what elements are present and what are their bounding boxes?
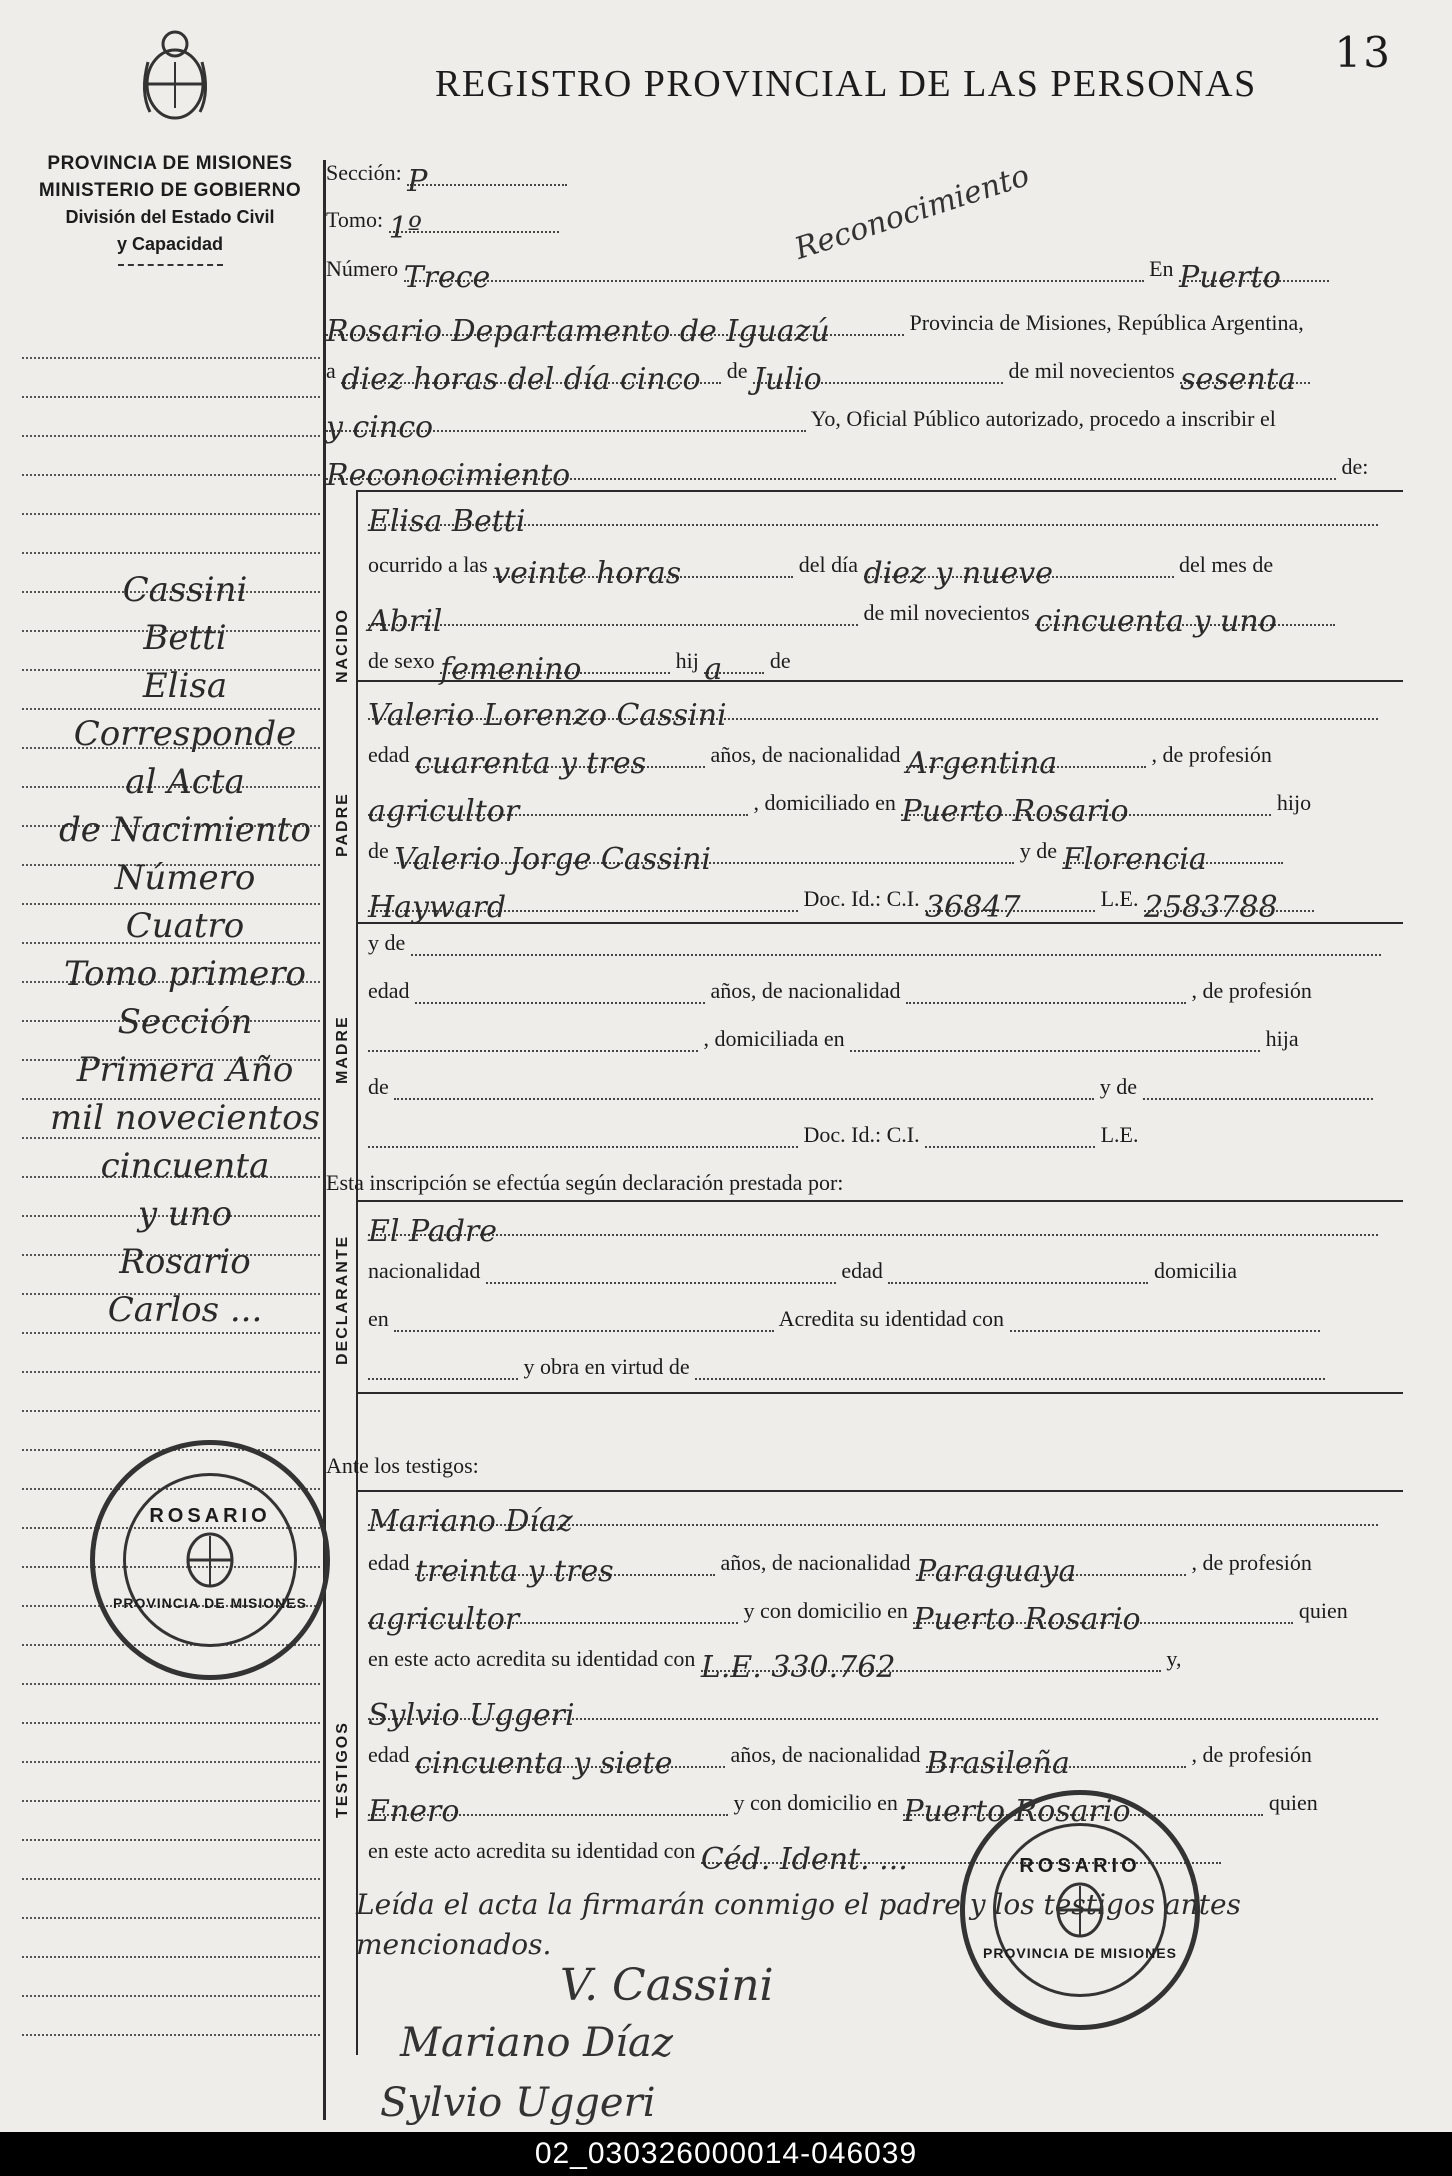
ocurrido-label: ocurrido a las: [368, 552, 488, 577]
madre-label: MADRE: [334, 1015, 351, 1085]
sexo-label: de sexo: [368, 648, 435, 673]
mil-text: de mil novecientos: [1008, 358, 1175, 383]
mes-label: del mes de: [1179, 552, 1274, 577]
margin-note: Sección: [117, 1002, 253, 1042]
certificate-frame: [323, 160, 1403, 2120]
margin-ruled-line: [22, 1412, 320, 1451]
testigo-1-nacionalidad: Paraguaya: [916, 1554, 1186, 1576]
testigos-label: TESTIGOS: [334, 1721, 351, 1819]
margin-ruled-line: [22, 320, 320, 359]
national-emblem-icon: [130, 22, 220, 132]
madre-yde2-label: y de: [1099, 1074, 1138, 1099]
official-seal-left: [90, 1440, 330, 1680]
padre-name-row: [368, 694, 1378, 733]
ministry-line-3: División del Estado Civil: [65, 207, 275, 227]
lugar-value: Rosario Departamento de Iguazú: [326, 314, 904, 336]
section-divider: [356, 1200, 1403, 1202]
seccion-row: [326, 160, 567, 199]
testigo-2-profesion: Enero: [368, 1794, 728, 1816]
margin-note: de Nacimiento: [59, 810, 311, 850]
official-seal-right: [960, 1790, 1200, 2030]
padre-doc-row: [368, 886, 1314, 925]
le-label: L.E.: [1100, 886, 1139, 911]
de-nacido-label: de: [769, 648, 791, 673]
de-label: de: [726, 358, 748, 383]
testigo-2-edad: cincuenta y siete: [415, 1746, 725, 1768]
madre-domicilio: [850, 1030, 1260, 1052]
madre-de-label: de: [368, 1074, 389, 1099]
padre-parent-1: Valerio Jorge Cassini: [394, 842, 1014, 864]
ocurrido-row: [368, 552, 1274, 591]
sexo-value: femenino: [440, 652, 670, 674]
ministry-line-4: y Capacidad: [116, 234, 224, 254]
declarante-edad-label: edad: [841, 1258, 883, 1283]
madre-dom-label: , domiciliada en: [703, 1026, 845, 1051]
madre-nacionalidad: [906, 982, 1186, 1004]
declarante-en-row: [368, 1306, 1320, 1332]
numero-label: Número: [326, 256, 399, 281]
padre-domicilio: Puerto Rosario: [901, 794, 1271, 816]
testigo-2-edad-row: [368, 1742, 1312, 1781]
section-divider: [356, 490, 1403, 492]
padre-dom-row: [368, 790, 1312, 829]
padre-edad-row: [368, 742, 1272, 781]
padre-le: 2583788: [1144, 890, 1314, 912]
margin-note: y uno: [137, 1194, 233, 1234]
padre-padres-row: [368, 838, 1283, 877]
lugar-row: [326, 310, 1304, 349]
padre-nacionalidad: Argentina: [906, 746, 1146, 768]
hij-value: a: [704, 652, 764, 674]
padre-ci: 36847: [925, 890, 1095, 912]
madre-yde-label: y de: [368, 930, 406, 955]
en-value: Puerto: [1179, 260, 1329, 282]
tomo-row: [326, 207, 559, 246]
testigo-2-name-row: [368, 1694, 1378, 1733]
ano-value: sesenta: [1180, 362, 1310, 384]
madre-extra: [368, 1126, 798, 1148]
madre-padres-row: [368, 1074, 1373, 1100]
ministry-rule: [118, 264, 223, 266]
fecha-row: [326, 358, 1310, 397]
seccion-label: Sección:: [326, 160, 402, 185]
closing-line-2: mencionados.: [356, 1928, 552, 1961]
ano-nacido-row: [368, 600, 1335, 639]
margin-note: Primera Año: [76, 1050, 294, 1090]
margin-ruled-line: [22, 1334, 320, 1373]
section-divider: [356, 1490, 1403, 1492]
margin-ruled-line: [22, 1880, 320, 1919]
declarante-label: DECLARANTE: [334, 1234, 351, 1366]
stamp-annotation: Reconocimiento: [790, 158, 1034, 267]
t2-edad-label: edad: [368, 1742, 410, 1767]
hij-label: hij: [675, 648, 699, 673]
declarante-doc: [1010, 1310, 1320, 1332]
madre-edad: [415, 982, 705, 1004]
ministry-header: [20, 150, 320, 266]
doc-label: Doc. Id.: C.I.: [803, 886, 920, 911]
declarante-value: El Padre: [368, 1214, 1378, 1236]
madre-edad-label: edad: [368, 978, 410, 1003]
madre-yde-row: [368, 930, 1381, 956]
t1-dom-label: y con domicilio en: [743, 1598, 908, 1623]
testigo-1-profesion: agricultor: [368, 1602, 738, 1624]
ante-text: Ante los testigos:: [326, 1453, 479, 1478]
madre-dom-row: [368, 1026, 1299, 1052]
testigo-1-name: Mariano Díaz: [368, 1504, 1378, 1526]
madre-prof-label: , de profesión: [1191, 978, 1312, 1003]
testigo-2-doc: Céd. Ident. ...: [701, 1842, 1221, 1864]
hijo-label: hijo: [1276, 790, 1312, 815]
madre-name: [411, 934, 1381, 956]
ano-nacido-value: cincuenta y uno: [1035, 604, 1335, 626]
margin-note: Cuatro: [125, 906, 245, 946]
oficial-text: Yo, Oficial Público autorizado, procedo a inscribir el: [810, 406, 1276, 431]
margin-ruled-line: [22, 1919, 320, 1958]
section-divider: [356, 922, 1403, 924]
nacido-name: Elisa Betti: [368, 504, 1378, 526]
margin-note: Tomo primero: [63, 954, 306, 994]
closing-line-1: Leída el acta la firmarán conmigo el padre y los testigos antes: [356, 1888, 1241, 1921]
margin-note: Corresponde: [73, 714, 297, 754]
declarante-nac: [486, 1262, 836, 1284]
t2-anos-label: años, de nacionalidad: [730, 1742, 921, 1767]
seal-top-text: ROSARIO: [1019, 1855, 1141, 1877]
ano2-value: y cinco: [326, 410, 806, 432]
seal-bottom-text: PROVINCIA DE MISIONES: [113, 1595, 307, 1611]
document-id-footer: 02_030326000014-046039: [0, 2132, 1452, 2176]
de-label: de: [368, 838, 389, 863]
margin-ruled-line: [22, 398, 320, 437]
padre-edad: cuarenta y tres: [415, 746, 705, 768]
mes-value: Julio: [753, 362, 1003, 384]
t2-prof-label: , de profesión: [1191, 1742, 1312, 1767]
signature-testigo-1: Mariano Díaz: [400, 2020, 673, 2066]
nacido-label: NACIDO: [334, 607, 351, 683]
declarante-en-label: en: [368, 1306, 389, 1331]
testigo-1-edad-row: [368, 1550, 1312, 1589]
margin-note: Carlos ...: [107, 1290, 263, 1330]
ministry-line-1: PROVINCIA DE MISIONES: [47, 153, 293, 174]
ocurrido-value: veinte horas: [493, 556, 793, 578]
yde-label: y de: [1019, 838, 1058, 863]
tomo-label: Tomo:: [326, 207, 384, 232]
margin-ruled-line: [22, 1724, 320, 1763]
seal-emblem-icon: [180, 1530, 240, 1590]
edad-label: edad: [368, 742, 410, 767]
provincia-text: Provincia de Misiones, República Argentina,: [909, 310, 1304, 335]
a-value: diez horas del día cinco: [341, 362, 721, 384]
dom-label: , domiciliado en: [753, 790, 896, 815]
t2-dom-label: y con domicilio en: [733, 1790, 898, 1815]
oficial-row: [326, 406, 1276, 445]
madre-le-label: L.E.: [1100, 1122, 1139, 1147]
seal-top-text: ROSARIO: [149, 1505, 271, 1527]
de-end: de:: [1341, 454, 1369, 479]
margin-note: Betti: [143, 618, 227, 658]
tomo-value: 1º: [389, 211, 559, 233]
margin-ruled-line: [22, 359, 320, 398]
testigo-1-edad: treinta y tres: [415, 1554, 715, 1576]
margin-ruled-line: [22, 1763, 320, 1802]
prof-label: , de profesión: [1151, 742, 1272, 767]
margin-ruled-line: [22, 476, 320, 515]
margin-note: mil novecientos: [49, 1098, 320, 1138]
t2-quien-label: quien: [1268, 1790, 1318, 1815]
t2-acredita-label: en este acto acredita su identidad con: [368, 1838, 696, 1863]
page-title: REGISTRO PROVINCIAL DE LAS PERSONAS: [435, 63, 1257, 105]
testigo-1-dom-row: [368, 1598, 1348, 1637]
madre-parent-1: [394, 1078, 1094, 1100]
padre-parent-2: Florencia: [1063, 842, 1283, 864]
declarante-nac-label: nacionalidad: [368, 1258, 481, 1283]
tipo-value: Reconocimiento: [326, 458, 1336, 480]
declaracion-text: Esta inscripción se efectúa según declaración prestada por:: [326, 1170, 844, 1195]
madre-hija-label: hija: [1265, 1026, 1299, 1051]
madre-doc-row: [368, 1122, 1138, 1148]
testigo-2-domicilio: Puerto Rosario: [903, 1794, 1263, 1816]
margin-ruled-line: [22, 1958, 320, 1997]
margin-ruled-line: [22, 1802, 320, 1841]
t1-y-label: y,: [1166, 1646, 1182, 1671]
declarante-obra-label: y obra en virtud de: [523, 1354, 690, 1379]
seal-emblem-icon: [1050, 1880, 1110, 1940]
t1-prof-label: , de profesión: [1191, 1550, 1312, 1575]
padre-label: PADRE: [334, 792, 351, 858]
margin-note: Número: [114, 858, 256, 898]
testigo-1-name-row: [368, 1500, 1378, 1539]
numero-row: [326, 256, 1396, 295]
madre-anos-label: años, de nacionalidad: [710, 978, 901, 1003]
anos-label: años, de nacionalidad: [710, 742, 901, 767]
t1-quien-label: quien: [1298, 1598, 1348, 1623]
nacido-name-row: [368, 500, 1378, 539]
declarante-blank: [368, 1358, 518, 1380]
a-label: a: [326, 358, 336, 383]
declarante-dom-label: domicilia: [1153, 1258, 1238, 1283]
declarante-obra: [695, 1358, 1325, 1380]
margin-annotation: [40, 570, 330, 1338]
numero-value: Trece: [404, 260, 1144, 282]
declarante-en: [394, 1310, 774, 1332]
margin-ruled-line: [22, 1997, 320, 2036]
testigo-2-nacionalidad: Brasileña: [926, 1746, 1186, 1768]
ministry-line-2: MINISTERIO DE GOBIERNO: [38, 180, 302, 201]
testigo-1-domicilio: Puerto Rosario: [913, 1602, 1293, 1624]
margin-note: Cassini: [122, 570, 248, 610]
padre-name: Valerio Lorenzo Cassini: [368, 698, 1378, 720]
tipo-row: [326, 454, 1369, 493]
dia-label: del día: [798, 552, 858, 577]
mil-nacido-label: de mil novecientos: [863, 600, 1030, 625]
t1-anos-label: años, de nacionalidad: [720, 1550, 911, 1575]
margin-note: al Acta: [125, 762, 245, 802]
section-divider: [356, 680, 1403, 682]
mes-nacido-value: Abril: [368, 604, 858, 626]
sexo-row: [368, 648, 791, 687]
signature-padre: V. Cassini: [560, 1960, 774, 2011]
madre-doc-label: Doc. Id.: C.I.: [803, 1122, 920, 1147]
testigo-2-name: Sylvio Uggeri: [368, 1698, 1378, 1720]
testigo-1-doc: L.E. 330.762: [701, 1650, 1161, 1672]
madre-profesion: [368, 1030, 698, 1052]
madre-parent-2: [1143, 1078, 1373, 1100]
margin-ruled-line: [22, 1685, 320, 1724]
margin-note: cincuenta: [100, 1146, 270, 1186]
padre-profesion: agricultor: [368, 794, 748, 816]
madre-edad-row: [368, 978, 1312, 1004]
declarante-edad: [888, 1262, 1148, 1284]
t1-edad-label: edad: [368, 1550, 410, 1575]
padre-parent-2b: Hayward: [368, 890, 798, 912]
testigo-1-doc-row: [368, 1646, 1182, 1685]
madre-ci: [925, 1126, 1095, 1148]
testigo-2-dom-row: [368, 1790, 1318, 1829]
seccion-value: P: [407, 164, 567, 186]
seal-bottom-text: PROVINCIA DE MISIONES: [983, 1945, 1177, 1961]
testigos-rule: [356, 1490, 358, 2055]
page-number: 13: [1334, 28, 1392, 77]
declarante-row: [368, 1210, 1378, 1249]
declarante-nac-row: [368, 1258, 1237, 1284]
margin-ruled-line: [22, 437, 320, 476]
declarante-acredita-label: Acredita su identidad con: [778, 1306, 1004, 1331]
margin-note: Elisa: [142, 666, 228, 706]
signature-testigo-2: Sylvio Uggeri: [380, 2080, 656, 2126]
margin-ruled-line: [22, 1841, 320, 1880]
margin-ruled-line: [22, 515, 320, 554]
t1-acredita-label: en este acto acredita su identidad con: [368, 1646, 696, 1671]
declarante-obra-row: [368, 1354, 1325, 1380]
margin-ruled-line: [22, 1373, 320, 1412]
section-divider: [356, 1392, 1403, 1394]
en-label: En: [1149, 256, 1174, 281]
margin-note: Rosario: [119, 1242, 251, 1282]
dia-value: diez y nueve: [864, 556, 1174, 578]
